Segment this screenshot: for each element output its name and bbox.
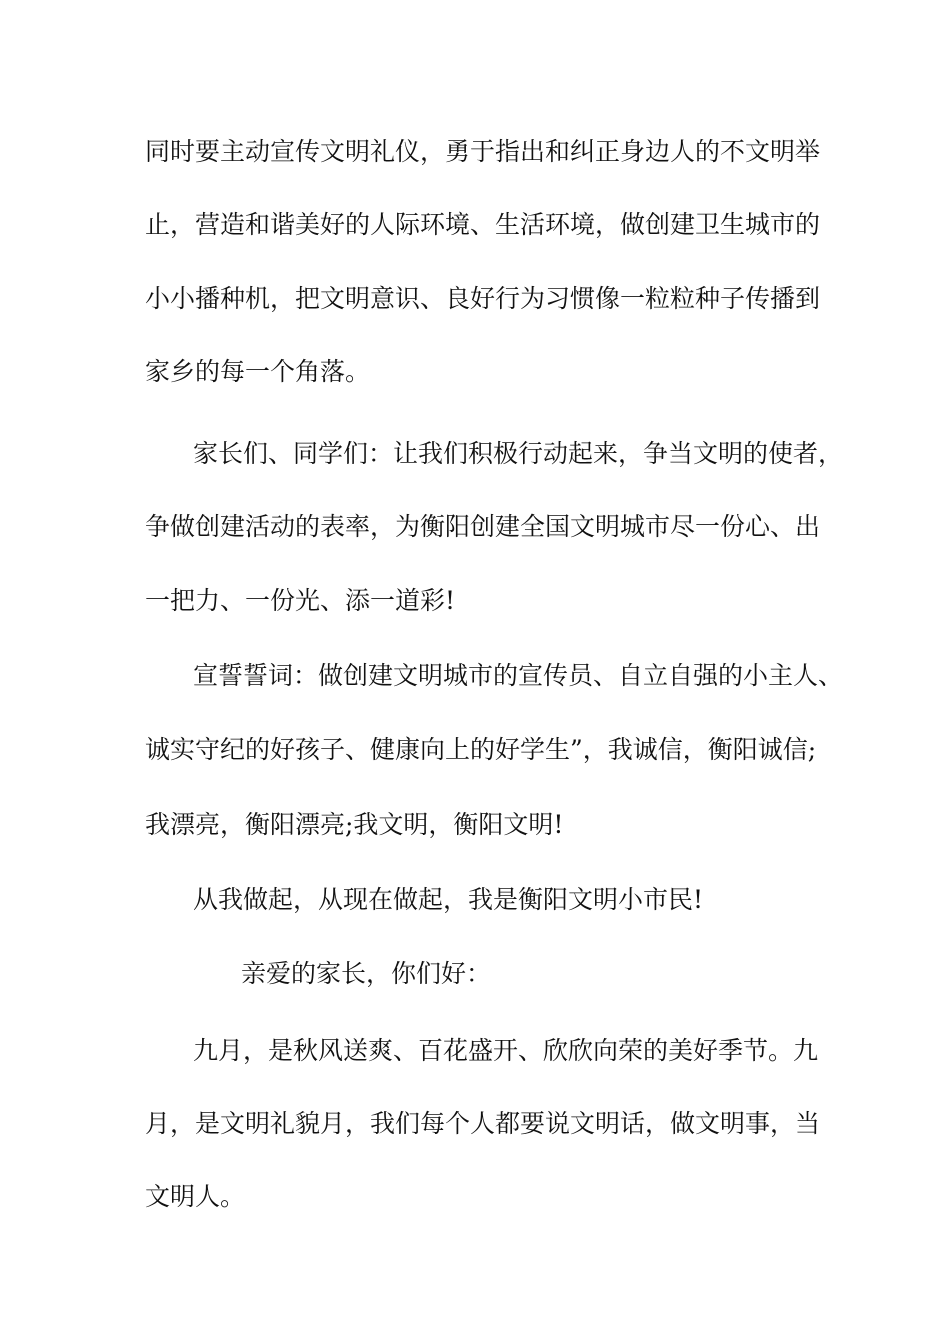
pledge-line-1: 宣誓誓词：做创建文明城市的宣传员、自立自强的小主人、	[193, 661, 844, 690]
text-line-3: 小小播种机，把文明意识、良好行为习惯像一粒粒种子传播到	[145, 284, 821, 313]
pledge-line-2: 诚实守纪的好孩子、健康向上的好学生”，我诚信，衡阳诚信;	[145, 735, 817, 764]
greeting-line: 亲爱的家长，你们好：	[241, 959, 492, 988]
september-paragraph-line-3: 文明人。	[145, 1182, 246, 1211]
paragraph-parents-students-line-3: 一把力、一份光、添一道彩!	[145, 586, 456, 615]
september-paragraph-line-1: 九月，是秋风送爽、百花盛开、欣欣向荣的美好季节。九	[193, 1036, 819, 1065]
text-line-1: 同时要主动宣传文明礼仪，勇于指出和纠正身边人的不文明举	[145, 137, 821, 166]
paragraph-parents-students-line-2: 争做创建活动的表率，为衡阳创建全国文明城市尽一份心、出	[145, 512, 821, 541]
slogan-line: 从我做起，从现在做起，我是衡阳文明小市民!	[193, 885, 704, 914]
text-line-2: 止，营造和谐美好的人际环境、生活环境，做创建卫生城市的	[145, 210, 821, 239]
september-paragraph-line-2: 月，是文明礼貌月，我们每个人都要说文明话，做文明事，当	[145, 1109, 821, 1138]
pledge-line-3: 我漂亮，衡阳漂亮;我文明，衡阳文明!	[145, 810, 564, 839]
text-line-4: 家乡的每一个角落。	[145, 357, 371, 386]
paragraph-parents-students-line-1: 家长们、同学们：让我们积极行动起来，争当文明的使者，	[193, 439, 844, 468]
